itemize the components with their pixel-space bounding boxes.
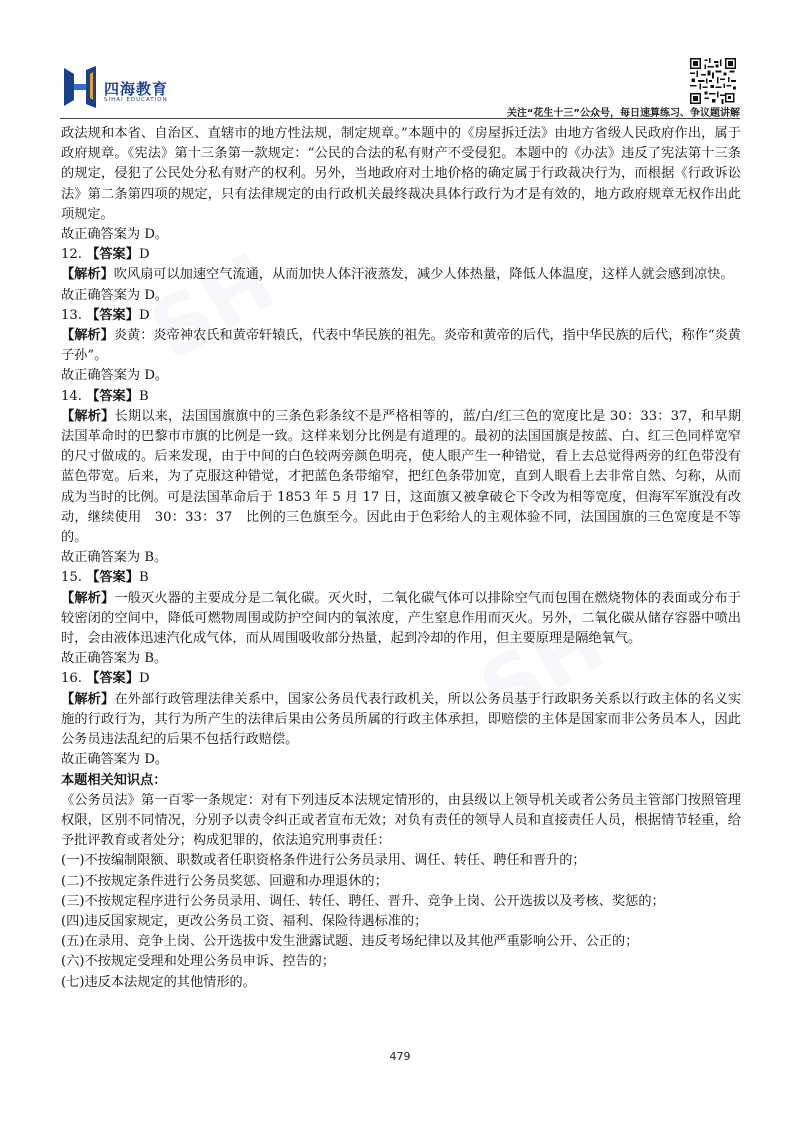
analysis-text: 在外部行政管理法律关系中，国家公务员代表行政机关，所以公务员基于行政职务关系以行政主体的名义实施的行政行为，其行为所产生的法律后果由公务员所属的行政主体承担，即赔偿的主体是国家而非公务员本人，因此公务员违法乱纪的后果不包括行政赔偿。 bbox=[61, 691, 742, 748]
analysis-label: 【解析】 bbox=[61, 691, 115, 707]
answer-line bbox=[61, 306, 741, 326]
question-number: 12. bbox=[61, 247, 82, 263]
analysis-label: 【解析】 bbox=[61, 590, 115, 606]
answer-label: 【答案】 bbox=[86, 247, 139, 263]
analysis-text: 吹风扇可以加速空气流通，从而加快人体汗液蒸发，减少人体热量，降低人体温度，这样人就会感到凉快。 bbox=[113, 267, 734, 283]
body-paragraph: 故正确答案为 B。 bbox=[61, 550, 168, 566]
body-paragraph: 故正确答案为 D。 bbox=[61, 752, 169, 768]
answer-value: B bbox=[138, 388, 149, 404]
answer-value: D bbox=[138, 671, 150, 687]
body-paragraph: 故正确答案为 B。 bbox=[61, 651, 168, 667]
analysis-text: 炎黄：炎帝神农氏和黄帝轩辕氏，代表中华民族的祖先。炎帝和黄帝的后代，指中华民族的后代，称作“炎黄子孙”。 bbox=[61, 328, 741, 364]
body-paragraph: (四)违反国家规定，更改公务员工资、福利、保险待遇标准的； bbox=[61, 913, 428, 929]
body-paragraph: (三)不按规定程序进行公务员录用、调任、转任、聘任、晋升、竞争上岗、公开选拔以及考核、奖惩的； bbox=[61, 893, 665, 909]
answer-label: 【答案】 bbox=[86, 388, 139, 404]
body-paragraph: (五)在录用、竞争上岗、公开选拔中发生泄露试题、违反考场纪律以及其他严重影响公开、公正的； bbox=[61, 934, 639, 950]
header-tagline: 关注“花生十三”公众号，每日速算练习、争议题讲解 bbox=[506, 108, 740, 119]
analysis-label: 【解析】 bbox=[61, 328, 114, 344]
body-paragraph: (一)不按编制限额、职数或者任职资格条件进行公务员录用、调任、转任、聘任和晋升的； bbox=[61, 853, 586, 869]
answer-label: 【答案】 bbox=[86, 307, 139, 323]
analysis-text: 一般灭火器的主要成分是二氧化碳。灭火时，二氧化碳气体可以排除空气而包围在燃烧物体的表面或分布于较密闭的空间中，降低可燃物周围或防护空间内的氧浓度，产生窒息作用而灭火。另外，二氧化碳从储存容器中喷出时，会由液体迅速汽化成气体，而从周围吸收部分热量，起到冷却的作用，但主要原理是隔绝氧气。 bbox=[61, 590, 742, 647]
logo-text: 四海教育 bbox=[104, 80, 169, 98]
answer-label: 【答案】 bbox=[86, 671, 139, 687]
logo bbox=[60, 64, 170, 114]
analysis-label: 【解析】 bbox=[61, 408, 115, 424]
answer-label: 【答案】 bbox=[86, 570, 139, 586]
answer-value: B bbox=[138, 570, 149, 586]
qr-code-icon[interactable] bbox=[690, 58, 736, 104]
page-header bbox=[0, 0, 800, 118]
analysis-paragraph bbox=[61, 407, 741, 548]
analysis-label: 【解析】 bbox=[61, 267, 114, 283]
answer-value: D bbox=[138, 247, 150, 263]
logo-subtitle: SIHAI EDUCATION bbox=[104, 97, 168, 103]
question-number: 14. bbox=[61, 388, 82, 404]
logo-mark-icon bbox=[60, 64, 100, 110]
question-number: 15. bbox=[61, 570, 82, 586]
body-paragraph: 故正确答案为 D。 bbox=[61, 287, 169, 303]
analysis-paragraph bbox=[61, 265, 741, 285]
body-paragraph: 政法规和本省、自治区、直辖市的地方性法规，制定规章。”本题中的《房屋拆迁法》由地方省级人民政府作出，属于政府规章。《宪法》第十三条第一款规定：“公民的合法的私有财产不受侵犯。本题中的《办法》违反了宪法第十三条的规定，侵犯了公民处分私有财产的权利。另外，当地政府对土地价格的确定属于行政裁决行为，而根据《行政诉讼法》第二条第四项的规定，只有法律规定的由行政机关最终裁决具体行政行为才是有效的，地方政府规章无权作出此项规定。 bbox=[61, 126, 741, 222]
body-paragraph: 故正确答案为 D。 bbox=[61, 227, 169, 243]
answer-line bbox=[61, 245, 741, 265]
question-number: 16. bbox=[61, 671, 82, 687]
body-paragraph: (六)不按规定受理和处理公务员申诉、控告的； bbox=[61, 954, 336, 970]
body-paragraph: 故正确答案为 D。 bbox=[61, 368, 169, 384]
body-paragraph: (七)违反本法规定的其他情形的。 bbox=[61, 974, 256, 990]
answer-line bbox=[61, 568, 741, 588]
question-number: 13. bbox=[61, 307, 82, 323]
analysis-paragraph bbox=[61, 589, 741, 650]
document-body bbox=[61, 124, 741, 993]
analysis-text: 长期以来，法国国旗旗中的三条色彩条纹不是严格相等的，蓝/白/红三色的宽度比是 30：33：37，和早期法国革命时的巴黎市市旗的比例是一致。这样来划分比例是有道理的。最初的法国国旗是按蓝、白、红三色同样宽窄的尺寸做成的。后来发现，由于中间的白色较两旁颜色明亮，使人眼产生一种错觉，看上去总觉得两旁的红色带没有蓝色带宽。后来，为了克服这种错觉，才把蓝色条带缩窄，把红色条带加宽，直到人眼看上去非常自然、匀称，从而成为当时的比例。可是法国革命后于 1853 年 5 月 17 日，这面旗又被拿破仑下令改为相等宽度，但海军军旗没有改动，继续使用 30：33：37 比例的三色旗至今。因此由于色彩给人的主观体验不同，法国国旗的三色宽度是不等的。 bbox=[61, 408, 741, 546]
answer-line bbox=[61, 387, 741, 407]
header-divider bbox=[60, 118, 740, 119]
body-paragraph: 《公务员法》第一百零一条规定：对有下列违反本法规定情形的，由县级以上领导机关或者公务员主管部门按照管理权限，区别不同情况，分别予以责令纠正或者宣布无效；对负有责任的领导人员和直接责任人员，根据情节轻重，给予批评教育或者处分；构成犯罪的，依法追究刑事责任： bbox=[61, 792, 741, 849]
body-paragraph: (二)不按规定条件进行公务员奖惩、回避和办理退休的； bbox=[61, 873, 388, 889]
page-number: 479 bbox=[389, 1050, 411, 1063]
analysis-paragraph bbox=[61, 326, 741, 366]
answer-line bbox=[61, 669, 741, 689]
answer-value: D bbox=[138, 307, 150, 323]
section-heading: 本题相关知识点： bbox=[61, 772, 167, 788]
analysis-paragraph bbox=[61, 690, 741, 751]
